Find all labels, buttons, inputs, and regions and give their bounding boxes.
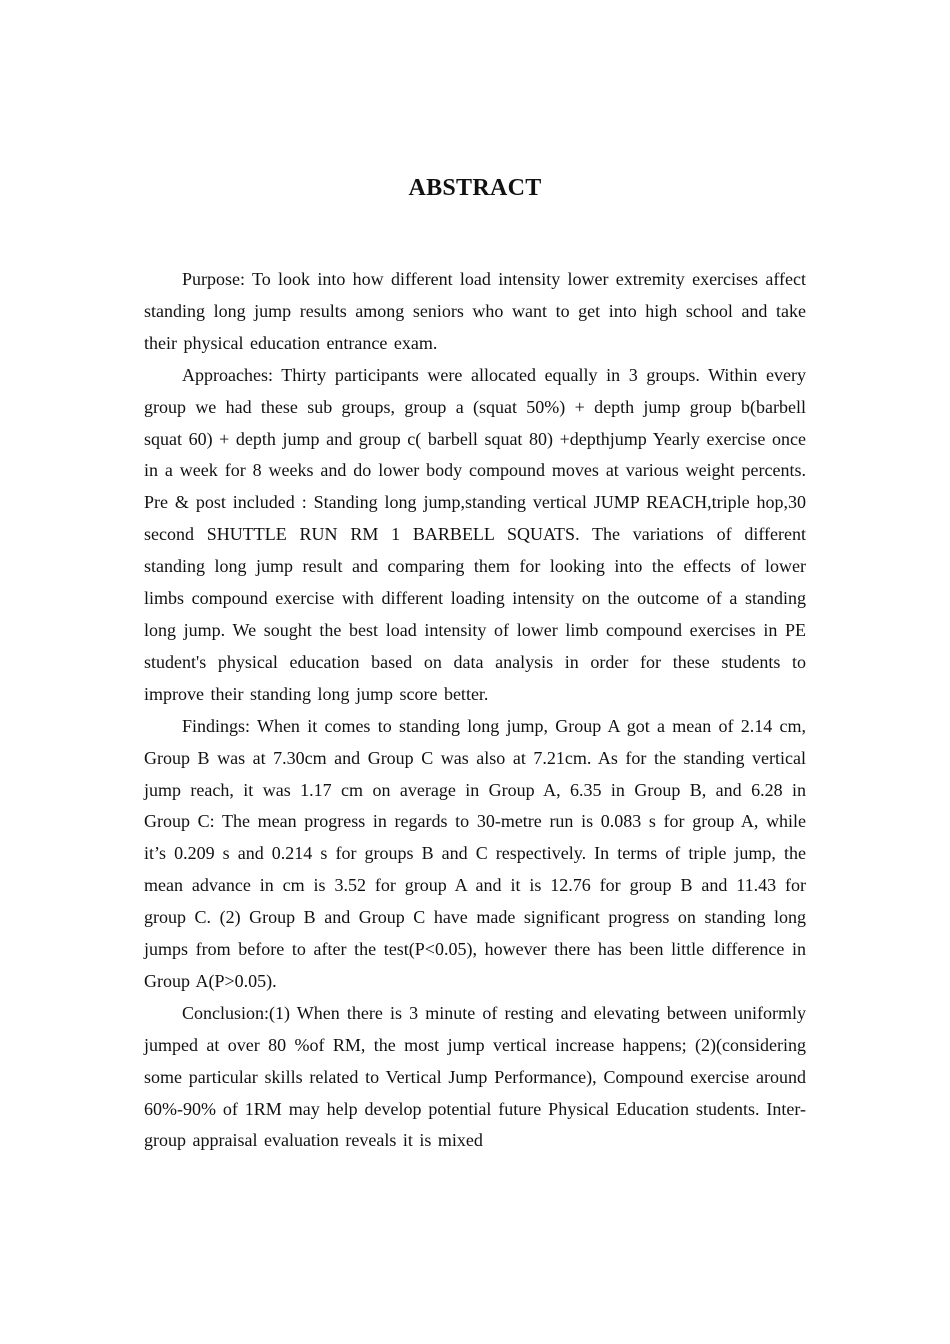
abstract-body — [144, 264, 806, 1157]
purpose-paragraph: Purpose: To look into how different load intensity lower extremity exercises affect standing long jump results among seniors who want to get into high school and take their physical education entrance exam. — [144, 269, 806, 353]
conclusion-paragraph: Conclusion:(1) When there is 3 minute of resting and elevating between uniformly jumped at over 80 %of RM, the most jump vertical increase happens; (2)(considering some particular skills related to Vertical Jump Performance), Compound exercise around 60%-90% of 1RM may help develop potential future Physical Education students. Inter-group appraisal evaluation reveals it is mixed — [144, 1002, 806, 1151]
abstract-title: ABSTRACT — [408, 175, 542, 201]
findings-paragraph: Findings: When it comes to standing long jump, Group A got a mean of 2.14 cm, Group B was at 7.30cm and Group C was also at 7.21cm. As for the standing vertical jump reach, it was 1.17 cm on average in Group A, 6.35 in Group B, and 6.28 in Group C: The mean progress in regards to 30-metre run is 0.083 s for group A, while it’s 0.209 s and 0.214 s for groups B and C respectively. In terms of triple jump, the mean advance in cm is 3.52 for group A and it is 12.76 for group B and 11.43 for group C. (2) Group B and Group C have made significant progress on standing long jumps from before to after the test(P<0.05), however there has been little difference in Group A(P>0.05). — [144, 715, 806, 991]
approaches-paragraph: Approaches: Thirty participants were allocated equally in 3 groups. Within every group we had these sub groups, group a (squat 50%) + depth jump group b(barbell squat 60) + depth jump and group c( barbell squat 80) +depthjump Yearly exercise once in a week for 8 weeks and do lower body compound moves at various weight percents. Pre & post included : Standing long jump,standing vertical JUMP REACH,triple hop,30 second SHUTTLE RUN RM 1 BARBELL SQUATS. The variations of different standing long jump result and comparing them for looking into the effects of lower limbs compound exercise with different loading intensity on the outcome of a standing long jump. We sought the best load intensity of lower limb compound exercises in PE student's physical education based on data analysis in order for these students to improve their standing long jump score better. — [144, 364, 806, 704]
